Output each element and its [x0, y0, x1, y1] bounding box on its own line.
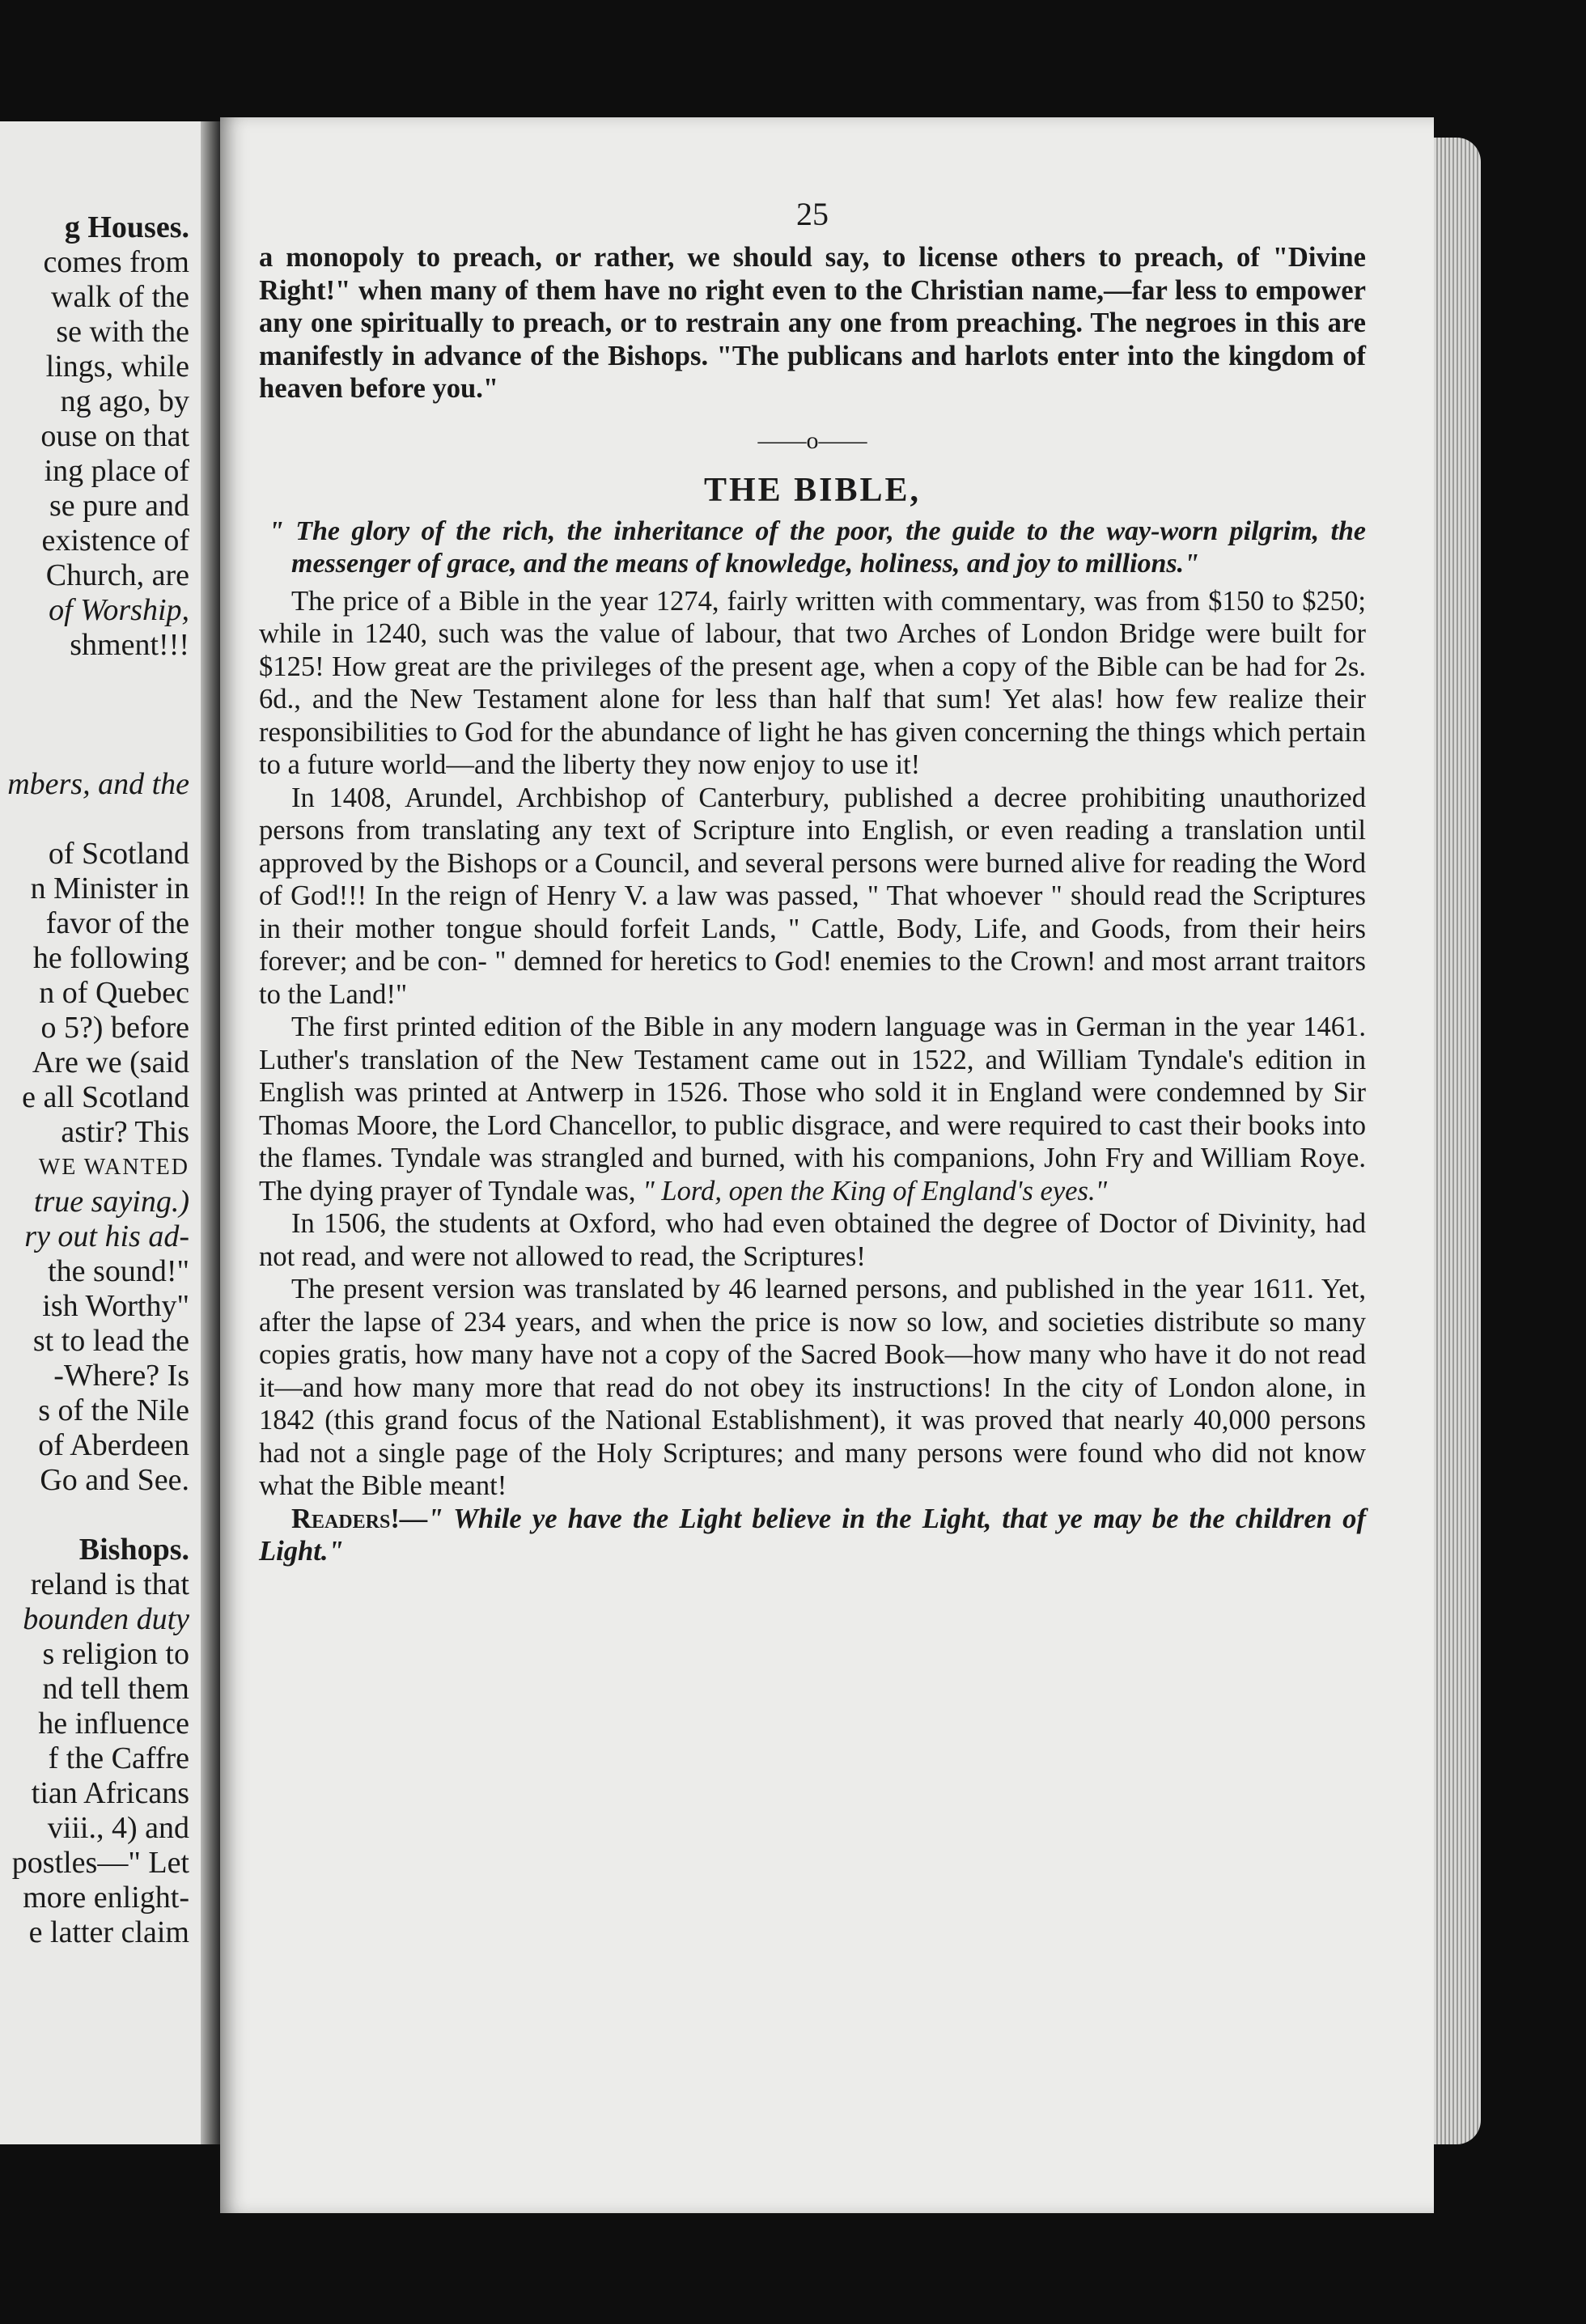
tyndale-prayer: " Lord, open the King of England's eyes." — [642, 1175, 1108, 1207]
facing-page-line: existence of — [41, 524, 189, 558]
facing-page-line: g Houses. — [64, 210, 189, 244]
facing-page-line: he following — [32, 941, 189, 975]
book-gutter — [201, 121, 220, 2144]
facing-page-line: lings, while — [45, 350, 189, 384]
facing-page-line: Are we (said — [32, 1045, 189, 1079]
facing-page-line: true saying.) — [33, 1185, 189, 1219]
facing-page-line — [0, 663, 189, 698]
facing-page-line: astir? This — [61, 1115, 189, 1149]
facing-page-line: of Worship, — [49, 593, 189, 627]
facing-page-line: he influence — [38, 1707, 189, 1741]
paragraph-first-printed-edition — [259, 1011, 1366, 1207]
facing-page-line: of Scotland — [48, 837, 189, 871]
facing-page-line: walk of the — [51, 280, 189, 314]
facing-page-line: -Where? Is — [53, 1359, 189, 1393]
facing-page-line: ouse on that — [40, 419, 189, 453]
facing-page-line: se with the — [56, 315, 189, 349]
facing-page-line — [0, 698, 189, 732]
facing-page-line: ing place of — [44, 454, 189, 488]
facing-page-line: shment!!! — [70, 628, 189, 662]
facing-page-line: n of Quebec — [39, 976, 189, 1010]
facing-page-line: nd tell them — [42, 1672, 189, 1706]
facing-page-line: mbers, and the — [7, 767, 189, 801]
continued-paragraph: a monopoly to preach, or rather, we should say, to license others to preach, of "Divine Right!" when many of them have no right even to the Christian name,—far less to empower any one spiritually to preach, or to restrain any one from preaching. The negroes in this are manifestly in advance of the Bishops. "The publicans and harlots enter into the kingdom of heaven before you." — [259, 242, 1366, 404]
facing-page-line: WE WANTED — [38, 1155, 189, 1180]
facing-page-line: more enlight- — [23, 1881, 189, 1915]
section-title: THE BIBLE, — [703, 471, 922, 509]
facing-page-line: n Minister in — [30, 872, 189, 905]
facing-page-line: o 5?) before — [40, 1011, 189, 1045]
paragraph-oxford-students: In 1506, the students at Oxford, who had even obtained the degree of Doctor of Divinity, had not read, and were not allowed to read, the Scriptures! — [259, 1208, 1366, 1272]
facing-page-line: favor of the — [45, 906, 189, 940]
facing-page-left — [0, 121, 201, 2144]
facing-page-line: s religion to — [42, 1637, 189, 1671]
page-number: 25 — [796, 196, 829, 232]
paragraph-first-printed-edition-text: The first printed edition of the Bible in any modern language was in German in the year 1461. Luther's translation of the New Testament came out in 1522, and William Tyndale's edition in English was printed at Antwerp in 1526. Those who sold it in England were condemned by Sir Thomas Moore, the Lord Chancellor, to public disgrace, and were required to cast their books into the flames. Tyndale was strangled and burned, with his companions, John Fry and William Roye. The dying prayer of Tyndale was, — [259, 1011, 1366, 1207]
facing-page-line — [0, 1498, 189, 1533]
facing-page-line: tian Africans — [31, 1776, 189, 1810]
facing-page-line: Bishops. — [78, 1533, 189, 1567]
book-page — [220, 117, 1434, 2213]
facing-page-line: ng ago, by — [60, 384, 189, 418]
paragraph-present-version: The present version was translated by 46 learned persons, and published in the year 1611. Yet, after the lapse of 234 years, and when the price is now so low, and societies distribute so many copies gratis, how many have not a copy of the Sacred Book—how many who have it do not read it—and how many more that read do not obey its instructions! In the city of London alone, in 1842 (this grand focus of the National Establishment), it was proved that nearly 40,000 persons had not a single page of the Holy Scriptures; and many persons were found who did not know what the Bible meant! — [259, 1274, 1366, 1501]
facing-page-line: ry out his ad- — [24, 1219, 189, 1253]
facing-page-line: se pure and — [49, 489, 189, 523]
facing-page-line: viii., 4) and — [47, 1811, 189, 1845]
section-divider: ——o—— — [757, 426, 867, 454]
facing-page-line: e latter claim — [28, 1915, 189, 1949]
closing-exhortation — [259, 1503, 1366, 1568]
facing-page-line: st to lead the — [32, 1324, 189, 1358]
paragraph-arundel-decree: In 1408, Arundel, Archbishop of Canterbury, published a decree prohibiting unauthorized persons from translating any text of Scripture into English, or even reading a translation until approved by the Bishops or a Council, and several persons were burned alive for reading the Word of God!!! In the reign of Henry V. a law was passed, " That whoever " should read the Scriptures in their mother tongue should forfeit Lands, " Cattle, Body, Life, and Goods, from their heirs forever; and be con- " demned for heretics to God! enemies to the Crown! and most arrant traitors to the Land!" — [259, 782, 1366, 1010]
readers-quote: —" While ye have the Light believe in the Light, that ye may be the children of Light." — [259, 1503, 1366, 1567]
facing-page-line: the sound!" — [48, 1254, 189, 1288]
facing-page-line — [0, 732, 189, 767]
facing-page-line: postles—" Let — [11, 1846, 189, 1880]
facing-page-line: comes from — [43, 245, 189, 279]
facing-page-line: e all Scotland — [22, 1080, 189, 1114]
readers-label: Readers! — [291, 1503, 400, 1534]
facing-page-text — [0, 210, 189, 1950]
facing-page-line: f the Caffre — [48, 1741, 189, 1775]
facing-page-line: bounden duty — [23, 1602, 189, 1636]
facing-page-line — [0, 802, 189, 837]
page-content — [259, 194, 1366, 1568]
facing-page-line: reland is that — [30, 1567, 189, 1601]
page-edges — [1434, 138, 1481, 2144]
facing-page-line: Church, are — [45, 558, 189, 592]
facing-page-line: of Aberdeen — [38, 1428, 189, 1462]
facing-page-line: s of the Nile — [38, 1393, 189, 1427]
facing-page-line: Go and See. — [40, 1463, 189, 1497]
facing-page-line: ish Worthy" — [42, 1289, 189, 1323]
paragraph-price-of-bible: The price of a Bible in the year 1274, fairly written with commentary, was from $150 to $250; while in 1240, such was the value of labour, that two Arches of London Bridge were built for $125! How great are the privileges of the present age, when a copy of the Bible can be had for 2s. 6d., and the New Testament alone for less than half that sum! Yet alas! how few realize their responsibilities to God for the abundance of light he has given concerning the things which pertain to a future world—and the liberty they now enjoy to use it! — [259, 585, 1366, 780]
epigraph: " The glory of the rich, the inheritance of the poor, the guide to the way-worn pilgrim, the messenger of grace, and the means of knowledge, holiness, and joy to millions." — [269, 515, 1366, 579]
